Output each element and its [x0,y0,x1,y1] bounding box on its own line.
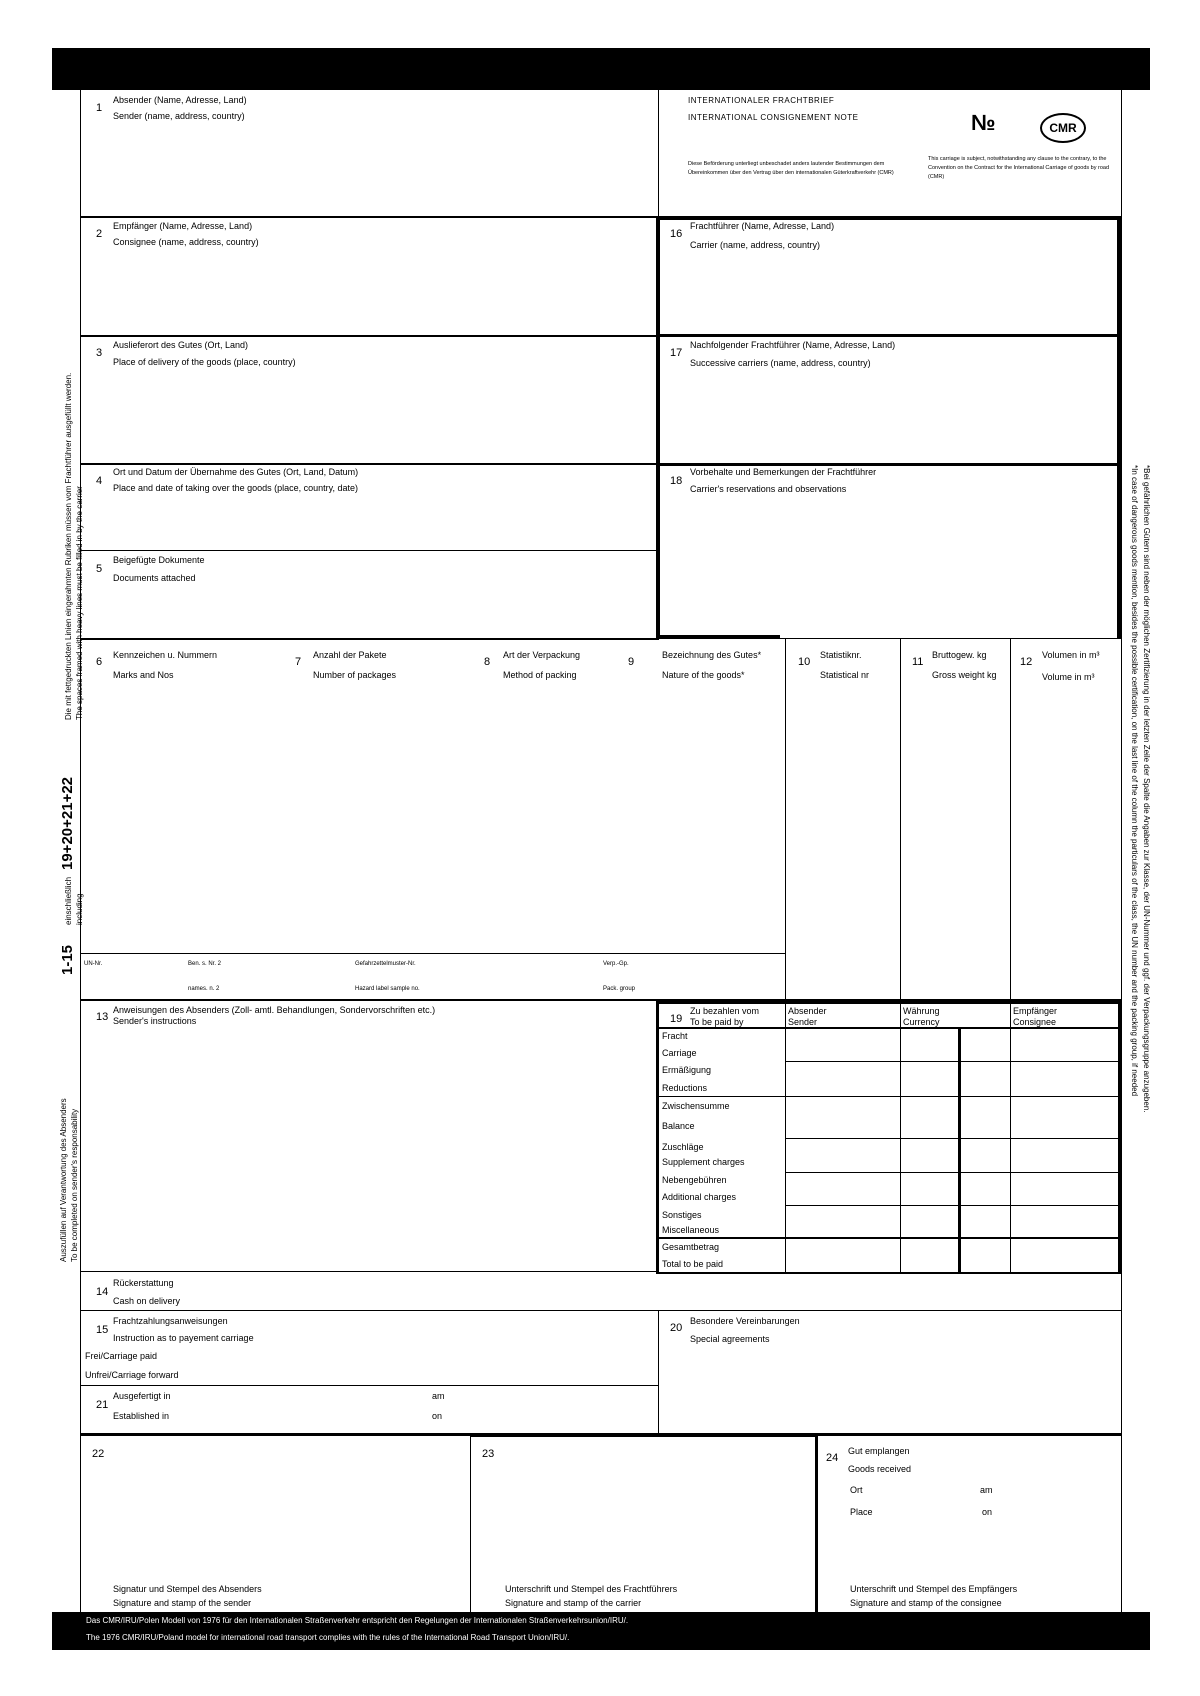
row-total-en: Total to be paid [662,1259,724,1269]
box-20-label-en: Special agreements [690,1334,770,1344]
carrier-field[interactable] [664,256,1114,332]
range-19-22: 19+20+21+22 [59,776,76,870]
payment-currency-column[interactable] [902,1030,1008,1270]
col-consignee-de: Empfänger [1013,1006,1058,1016]
box-23-number: 23 [482,1448,495,1460]
box-6-number: 6 [96,656,103,668]
box-11-number: 11 [912,656,924,668]
form-title-de: INTERNATIONALER FRACHTBRIEF [688,96,835,105]
footer-line-en: The 1976 CMR/IRU/Poland model for international road transport complies with the rules of the International Road Transport Union/IRU/. [86,1633,570,1642]
row-additional-de: Nebengebühren [662,1175,727,1185]
heavy-lines-note-de: Die mit fettgedruckten Linien eingerahmten Rubriken müssen vom Frachtführer ausgefüllt werden. [64,372,73,720]
footer-line-de: Das CMR/IRU/Polen Modell von 1976 für den Internationalen Straßenverkehr entspricht den Regelungen der Internationalen Straßenverkehrsunion/IRU/. [86,1616,629,1625]
box-7-number: 7 [295,656,302,668]
box-16-number: 16 [670,228,683,240]
box-3-label-de: Auslieferort des Gutes (Ort, Land) [113,340,249,350]
box-10-number: 10 [798,656,811,668]
box-14-label-en: Cash on delivery [113,1296,181,1306]
dangerous-goods-note-en: *In case of dangerous goods mention, besides the possible certification, on the last line of the column the particulars of the class, the UN number and the packing group, if needed [1130,465,1139,1097]
box-10-label-de: Statistiknr. [820,650,862,660]
col-consignee-en: Consignee [1013,1017,1057,1027]
consignee-field[interactable] [85,252,653,332]
carriage-paid-option[interactable]: Frei/Carriage paid [85,1351,158,1361]
packing-group-en: Pack. group [603,986,636,992]
box-17-number: 17 [670,347,683,359]
cash-on-delivery-field[interactable] [240,1274,650,1308]
carrier-signature-en: Signature and stamp of the carrier [505,1598,642,1608]
established-in-field[interactable] [200,1388,420,1428]
goods-description-field[interactable] [85,690,1115,950]
payment-consignee-column[interactable] [1012,1030,1116,1270]
box-1-label-de: Absender (Name, Adresse, Land) [113,95,247,105]
box-17-label-en: Successive carriers (name, address, country) [690,358,871,368]
carrier-reservations-field[interactable] [664,500,1114,630]
box-12-label-en: Volume in m³ [1042,672,1095,682]
convention-notice-de: Diese Beförderung unterliegt unbeschadet anders lautender Bestimmungen dem Übereinkommen über den Vertrag über den internationalen Güterkraftverkehr (CMR) [688,161,894,176]
payment-sender-column[interactable] [787,1030,899,1270]
col-currency-en: Currency [903,1017,940,1027]
hazard-label-en: Hazard label sample no. [355,986,420,992]
paid-by-de: Zu bezahlen vom [690,1006,760,1016]
row-reductions-en: Reductions [662,1083,708,1093]
box-15-label-en: Instruction as to payement carriage [113,1333,254,1343]
row-misc-de: Sonstiges [662,1210,702,1220]
row-carriage-en: Carriage [662,1048,697,1058]
consignee-signature-area[interactable] [822,1525,1114,1582]
paid-by-en: To be paid by [690,1017,744,1027]
un-ben-label: Ben. s. Nr. 2 [188,961,222,967]
box-14-number: 14 [96,1286,109,1298]
col-sender-en: Sender [788,1017,818,1027]
box-5-number: 5 [96,563,103,575]
place-of-delivery-field[interactable] [85,372,653,460]
row-carriage-de: Fracht [662,1031,688,1041]
col-sender-de: Absender [788,1006,827,1016]
box-16-label-en: Carrier (name, address, country) [690,240,821,250]
carriage-forward-option[interactable]: Unfrei/Carriage forward [85,1370,179,1380]
range-1-15: 1-15 [59,944,76,975]
carrier-signature-area[interactable] [475,1462,811,1582]
convention-notice-en: This carriage is subject, notwithstanding any clause to the contrary, to the Convention on the Contract for the International Carriage of goods by road (CMR) [928,156,1110,180]
col-currency-de: Währung [903,1006,940,1016]
box-9-label-en: Nature of the goods* [662,670,745,680]
box-10-label-en: Statistical nr [820,670,870,680]
row-reductions-de: Ermäßigung [662,1065,712,1075]
sender-field[interactable] [85,128,653,212]
box-6-label-de: Kennzeichen u. Nummern [113,650,218,660]
sender-responsibility-de: Auszufüllen auf Verantwortung des Absenders [59,1098,68,1262]
un-number-label: UN-Nr. [84,961,103,967]
box-24-ort: Ort [850,1485,863,1495]
box-16-label-de: Frachtführer (Name, Adresse, Land) [690,221,835,231]
box-7-label-en: Number of packages [313,670,397,680]
box-15-number: 15 [96,1324,109,1336]
sender-instructions-field[interactable] [85,1032,653,1268]
box-11-label-de: Bruttogew. kg [932,650,987,660]
row-balance-en: Balance [662,1121,695,1131]
carrier-signature-de: Unterschrift und Stempel des Frachtführers [505,1584,678,1594]
un-name-label: names. n. 2 [188,986,220,992]
box-24-on: on [982,1507,993,1517]
box-21-number: 21 [96,1399,109,1411]
box-18-number: 18 [670,475,683,487]
box-11-label-en: Gross weight kg [932,670,997,680]
box-2-label-en: Consignee (name, address, country) [113,237,259,247]
box-13-label-de: Anweisungen des Absenders (Zoll- amtl. Behandlungen, Sondervorschriften etc.) [113,1005,436,1015]
sender-responsibility-en: To be completed on sender's responsability [70,1108,79,1262]
box-24-place: Place [850,1507,873,1517]
box-8-label-en: Method of packing [503,670,577,680]
box-4-number: 4 [96,475,103,487]
box-9-number: 9 [628,656,635,668]
sender-signature-area[interactable] [85,1462,465,1582]
consignee-signature-de: Unterschrift und Stempel des Empfängers [850,1584,1018,1594]
box-19-number: 19 [670,1013,683,1025]
box-12-label-de: Volumen in m³ [1042,650,1100,660]
row-additional-en: Additional charges [662,1192,737,1202]
taking-over-field[interactable] [85,498,653,548]
heavy-lines-note-en: The spaces framed with heavy lines must be filled in by the carrier [75,486,84,720]
row-supplement-en: Supplement charges [662,1157,745,1167]
sender-signature-en: Signature and stamp of the sender [113,1598,252,1608]
box-3-number: 3 [96,347,103,359]
box-21-label-en: Established in [113,1411,170,1421]
box-21-on: on [432,1411,443,1421]
box-3-label-en: Place of delivery of the goods (place, country) [113,357,296,367]
sender-signature-de: Signatur und Stempel des Absenders [113,1584,262,1594]
top-bar [52,48,1150,90]
successive-carriers-field[interactable] [664,374,1114,460]
box-21-label-de: Ausgefertigt in [113,1391,171,1401]
box-18-label-de: Vorbehalte und Bemerkungen der Frachtführer [690,467,877,477]
number-sign: № [971,110,996,135]
row-supplement-de: Zuschläge [662,1142,704,1152]
box-2-number: 2 [96,228,103,240]
box-1-label-en: Sender (name, address, country) [113,111,245,121]
box-21-am: am [432,1391,445,1401]
box-17-label-de: Nachfolgender Frachtführer (Name, Adresse, Land) [690,340,896,350]
box-5-label-en: Documents attached [113,573,196,583]
box-24-number: 24 [826,1452,839,1464]
box-20-number: 20 [670,1322,683,1334]
established-on-field[interactable] [460,1388,650,1428]
box-1-number: 1 [96,102,103,114]
special-agreements-field[interactable] [664,1350,1116,1430]
box-14-label-de: Rückerstattung [113,1278,174,1288]
box-13-label-en: Sender's instructions [113,1016,197,1026]
box-12-number: 12 [1020,656,1033,668]
box-4-label-de: Ort und Datum der Übernahme des Gutes (Ort, Land, Datum) [113,467,359,477]
box-2-label-de: Empfänger (Name, Adresse, Land) [113,221,253,231]
row-balance-de: Zwischensumme [662,1101,730,1111]
box-4-label-en: Place and date of taking over the goods (place, country, date) [113,483,358,493]
row-misc-en: Miscellaneous [662,1225,720,1235]
box-6-label-en: Marks and Nos [113,670,174,680]
consignee-signature-en: Signature and stamp of the consignee [850,1598,1002,1608]
box-24-am: am [980,1485,993,1495]
box-8-number: 8 [484,656,491,668]
box-5-label-de: Beigefügte Dokumente [113,555,205,565]
box-9-label-de: Bezeichnung des Gutes* [662,650,762,660]
including-de: einschließlich [64,876,73,925]
form-title-en: INTERNATIONAL CONSIGNEMENT NOTE [688,113,859,122]
box-22-number: 22 [92,1448,105,1460]
dangerous-goods-note-de: *Bei gefährlichen Gütern sind neben der möglichen Zertifizierung in der letzten Zeile der Spalte die Angaben zur Klasse, der UN-Nummer und ggf. der Verpackungsgruppe anzugeben. [1142,465,1151,1113]
row-total-de: Gesamtbetrag [662,1242,720,1252]
box-8-label-de: Art der Verpackung [503,650,581,660]
box-13-number: 13 [96,1011,109,1023]
box-20-label-de: Besondere Vereinbarungen [690,1316,800,1326]
hazard-label-de: Gefahrzettelmuster-Nr. [355,961,416,967]
box-24-label-en: Goods received [848,1464,912,1474]
box-18-label-en: Carrier's reservations and observations [690,484,847,494]
documents-field[interactable] [85,588,653,634]
cmr-logo: CMR [1040,113,1086,143]
box-15-label-de: Frachtzahlungsanweisungen [113,1316,228,1326]
packing-group-de: Verp.-Gp. [603,961,629,967]
including-en: including [75,893,84,925]
box-7-label-de: Anzahl der Pakete [313,650,387,660]
box-24-label-de: Gut emplangen [848,1446,910,1456]
